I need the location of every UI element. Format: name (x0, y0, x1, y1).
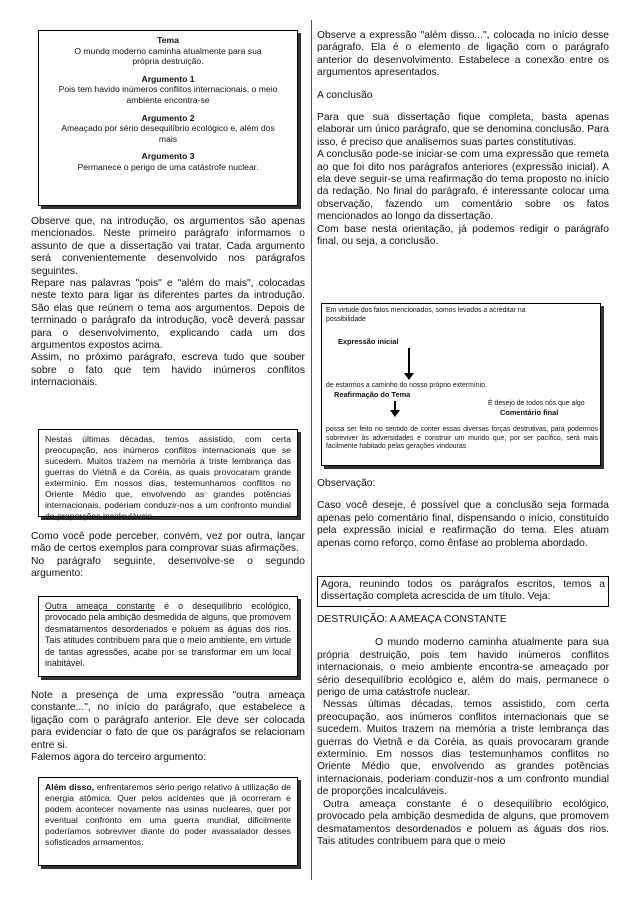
diagram-label-inicial: Expressão inicial (338, 337, 399, 346)
diagram-label-reafirmacao: Reafirmação do Tema (334, 390, 411, 399)
argument-2-label: Argumento 2 (141, 112, 195, 123)
essay-paragraph-2: Nessas últimas décadas, temos assistido, com certa preocupação, aos inúmeros conflitos internacionais que se sucedem. Muitos trazem na memória a triste lembrança das guerras do Vietnã e da Coréia, as quais provocaram grande extermínio. Em nossos dias testemunhamos conflitos no Oriente Médio que, envolvendo as grandes potências internacionais, poderiam conduzir-nos a um confronto mundial de proporções incalculáveis. (317, 699, 609, 798)
diagram-line-4: possa ser feito no sentido de conter essas diversas forças destrutivas, para podermos sobreviver às adversidades e construir um mundo que, por ser pacífico, será mais facilmente habitado pelas gerações vindouras (326, 426, 598, 451)
development-box-3-text: enfrentaremos sério perigo relativo à utilização de energia atômica. Quer pelos acidentes que já ocorreram e podem acontecer novamente nas usinas nucleares, quer por eventual confronto em uma guerra mundial, dificilmente poderíamos sobreviver diante do poder avassalador desses sofisticados armamentos. (45, 782, 291, 847)
argument-1-text: Pois tem havido inúmeros conflitos internacionais, o meio ambiente encontra-se (58, 84, 278, 105)
right-paragraph-1: Observe a expressão "além disso...", colocada no início desse parágrafo. Ela é o elemento de ligação com o parágrafo anterior do desenvolvimento. Estabelece a conexão entre os argumentos apresentados. (317, 30, 609, 79)
left-paragraph-1: Observe que, na introdução, os argumentos são apenas mencionados. Neste primeiro parágrafo informamos o assunto de que a dissertação vai tratar. Cada argumento será convenientemente desenvolvido nos parágrafos seguintes. (31, 216, 305, 277)
theme-arguments-box (38, 30, 298, 206)
essay-paragraph-1: O mundo moderno caminha atualmente para sua própria destruição, pois tem havido inúmeros conflitos internacionais, o meio ambiente encontra-se ameaçado por sério desequilíbrio ecológico e, além do mais, permanece o perigo de uma catástrofe nuclear. (317, 637, 609, 699)
diagram-line-1: Em virtude dos fatos mencionados, somos levados a acreditar na possibilidade (326, 307, 526, 323)
development-box-2-underlined: Outra ameaça constante (45, 601, 155, 611)
conclusion-diagram (321, 303, 601, 466)
right-paragraph-2: Para que sua dissertação fique completa, basta apenas elaborar um único parágrafo, que se denomina conclusão. Para isso, é preciso que analisemos suas partes constitutivas. (317, 112, 609, 148)
argument-2-text: Ameaçado por sério desequilíbrio ecológico e, além dos mais (61, 123, 275, 144)
development-box-1-text: Nestas últimas décadas, temos assistido, com certa preocupação, aos inúmeros conflitos internacionais que se sucedem. Muitos trazem na memória a triste lembrança das guerras do Vietnã e da Coréia, as quais provocaram grande extermínio. Em nossos dias, testemunhamos conflitos no Oriente Médio que, envolvendo as grandes potências internacionais, poderiam conduzir-nos a um confronto mundial de proporções incalculáveis. (45, 434, 291, 521)
right-paragraph-5: Caso você deseje, é possível que a conclusão seja formada apenas pelo comentário final, dispensando o início, constituído pela expressão inicial e reafirmação do tema. Eles atuam apenas como reforço, como ênfase ao problema abordado. (317, 500, 609, 549)
left-paragraph-7: Falemos agora do terceiro argumento: (31, 752, 207, 764)
left-paragraph-2: Repare nas palavras "pois" e "além do mais", colocadas neste texto para ligar as diferentes partes da introdução. São elas que reúnem o tema aos argumentos. Depois de terminado o parágrafo da introdução, você deverá passar para o desenvolvimento, explicando cada um dos argumentos expostos acima. (31, 278, 305, 352)
conclusion-heading: A conclusão (317, 89, 373, 101)
left-paragraph-3: Assim, no próximo parágrafo, escreva tudo que souber sobre o fato que tem havido inúmeros conflitos internacionais. (31, 352, 305, 389)
development-box-2-text: é o desequilíbrio ecológico, provocado pela ambição desmedida de alguns, que promovem desmatamentos desordenados e poluem as águas dos rios. Tais atitudes contribuem para que o meio ambiente, em virtude de tantas agressões, acabe por se transformar em um local inabitável. (45, 601, 291, 669)
assembled-essay-intro: Agora, reunindo todos os parágrafos escritos, temos a dissertação completa acrescida de um título. Veja: (321, 579, 605, 603)
essay-title: DESTRUIÇÃO: A AMEAÇA CONSTANTE (317, 614, 507, 625)
left-paragraph-5: No parágrafo seguinte, desenvolve-se o segundo argumento: (31, 555, 305, 580)
development-box-1 (38, 429, 298, 521)
left-paragraph-6: Note a presença de uma expressão "outra ameaça constante...", no início do parágrafo, que estabelece a ligação com o parágrafo anterior. Ele deve ser colocada para evidenciar o fato de que os parágrafos se relacionam entre si. (31, 690, 305, 751)
argument-3-label: Argumento 3 (141, 151, 195, 162)
diagram-arrow-reafirmacao (394, 401, 396, 411)
diagram-label-comentario: Comentário final (500, 408, 559, 417)
diagram-line-3: É desejo de todos nós que algo (488, 400, 585, 407)
left-paragraph-4: Como você pode perceber, convém, vez por outra, lançar mão de certos exemplos para comprovar suas afirmações. (31, 531, 305, 555)
argument-1-label: Argumento 1 (141, 73, 195, 84)
observation-heading: Observação: (317, 478, 376, 489)
diagram-arrow-inicial (408, 348, 410, 374)
development-box-3-bold: Além disso, (45, 782, 95, 792)
development-box-3 (38, 777, 298, 866)
theme-text: O mundo moderno caminha atualmente para sua própria destruição. (74, 45, 262, 67)
right-paragraph-4: Com base nesta orientação, já podemos redigir o parágrafo final, ou seja, a conclusão. (317, 223, 609, 248)
theme-label: Tema (157, 35, 179, 45)
argument-3-text: Permanece o perigo de uma catástrofe nuclear. (77, 161, 259, 172)
essay-paragraph-3: Outra ameaça constante é o desequilíbrio ecológico, provocado pela ambição desmedida de alguns, que promovem desmatamentos desordenados e poluem as águas dos rios. Tais atitudes contribuem para que o meio (317, 798, 609, 847)
column-divider (311, 20, 312, 880)
diagram-line-2: de estarmos a caminho do nosso próprio extermínio. (326, 382, 487, 389)
right-paragraph-3: A conclusão pode-se iniciar-se com uma expressão que remeta ao que foi dito nos parágrafos anteriores (expressão inicial). A ela deve seguir-se uma reafirmação do tema proposto no início da redação. No final do parágrafo, é interessante colocar uma observação, fazendo um comentário sobre os fatos mencionados ao longo da dissertação. (317, 149, 609, 223)
assembled-essay-intro-box (317, 576, 609, 607)
development-box-2 (38, 596, 298, 677)
